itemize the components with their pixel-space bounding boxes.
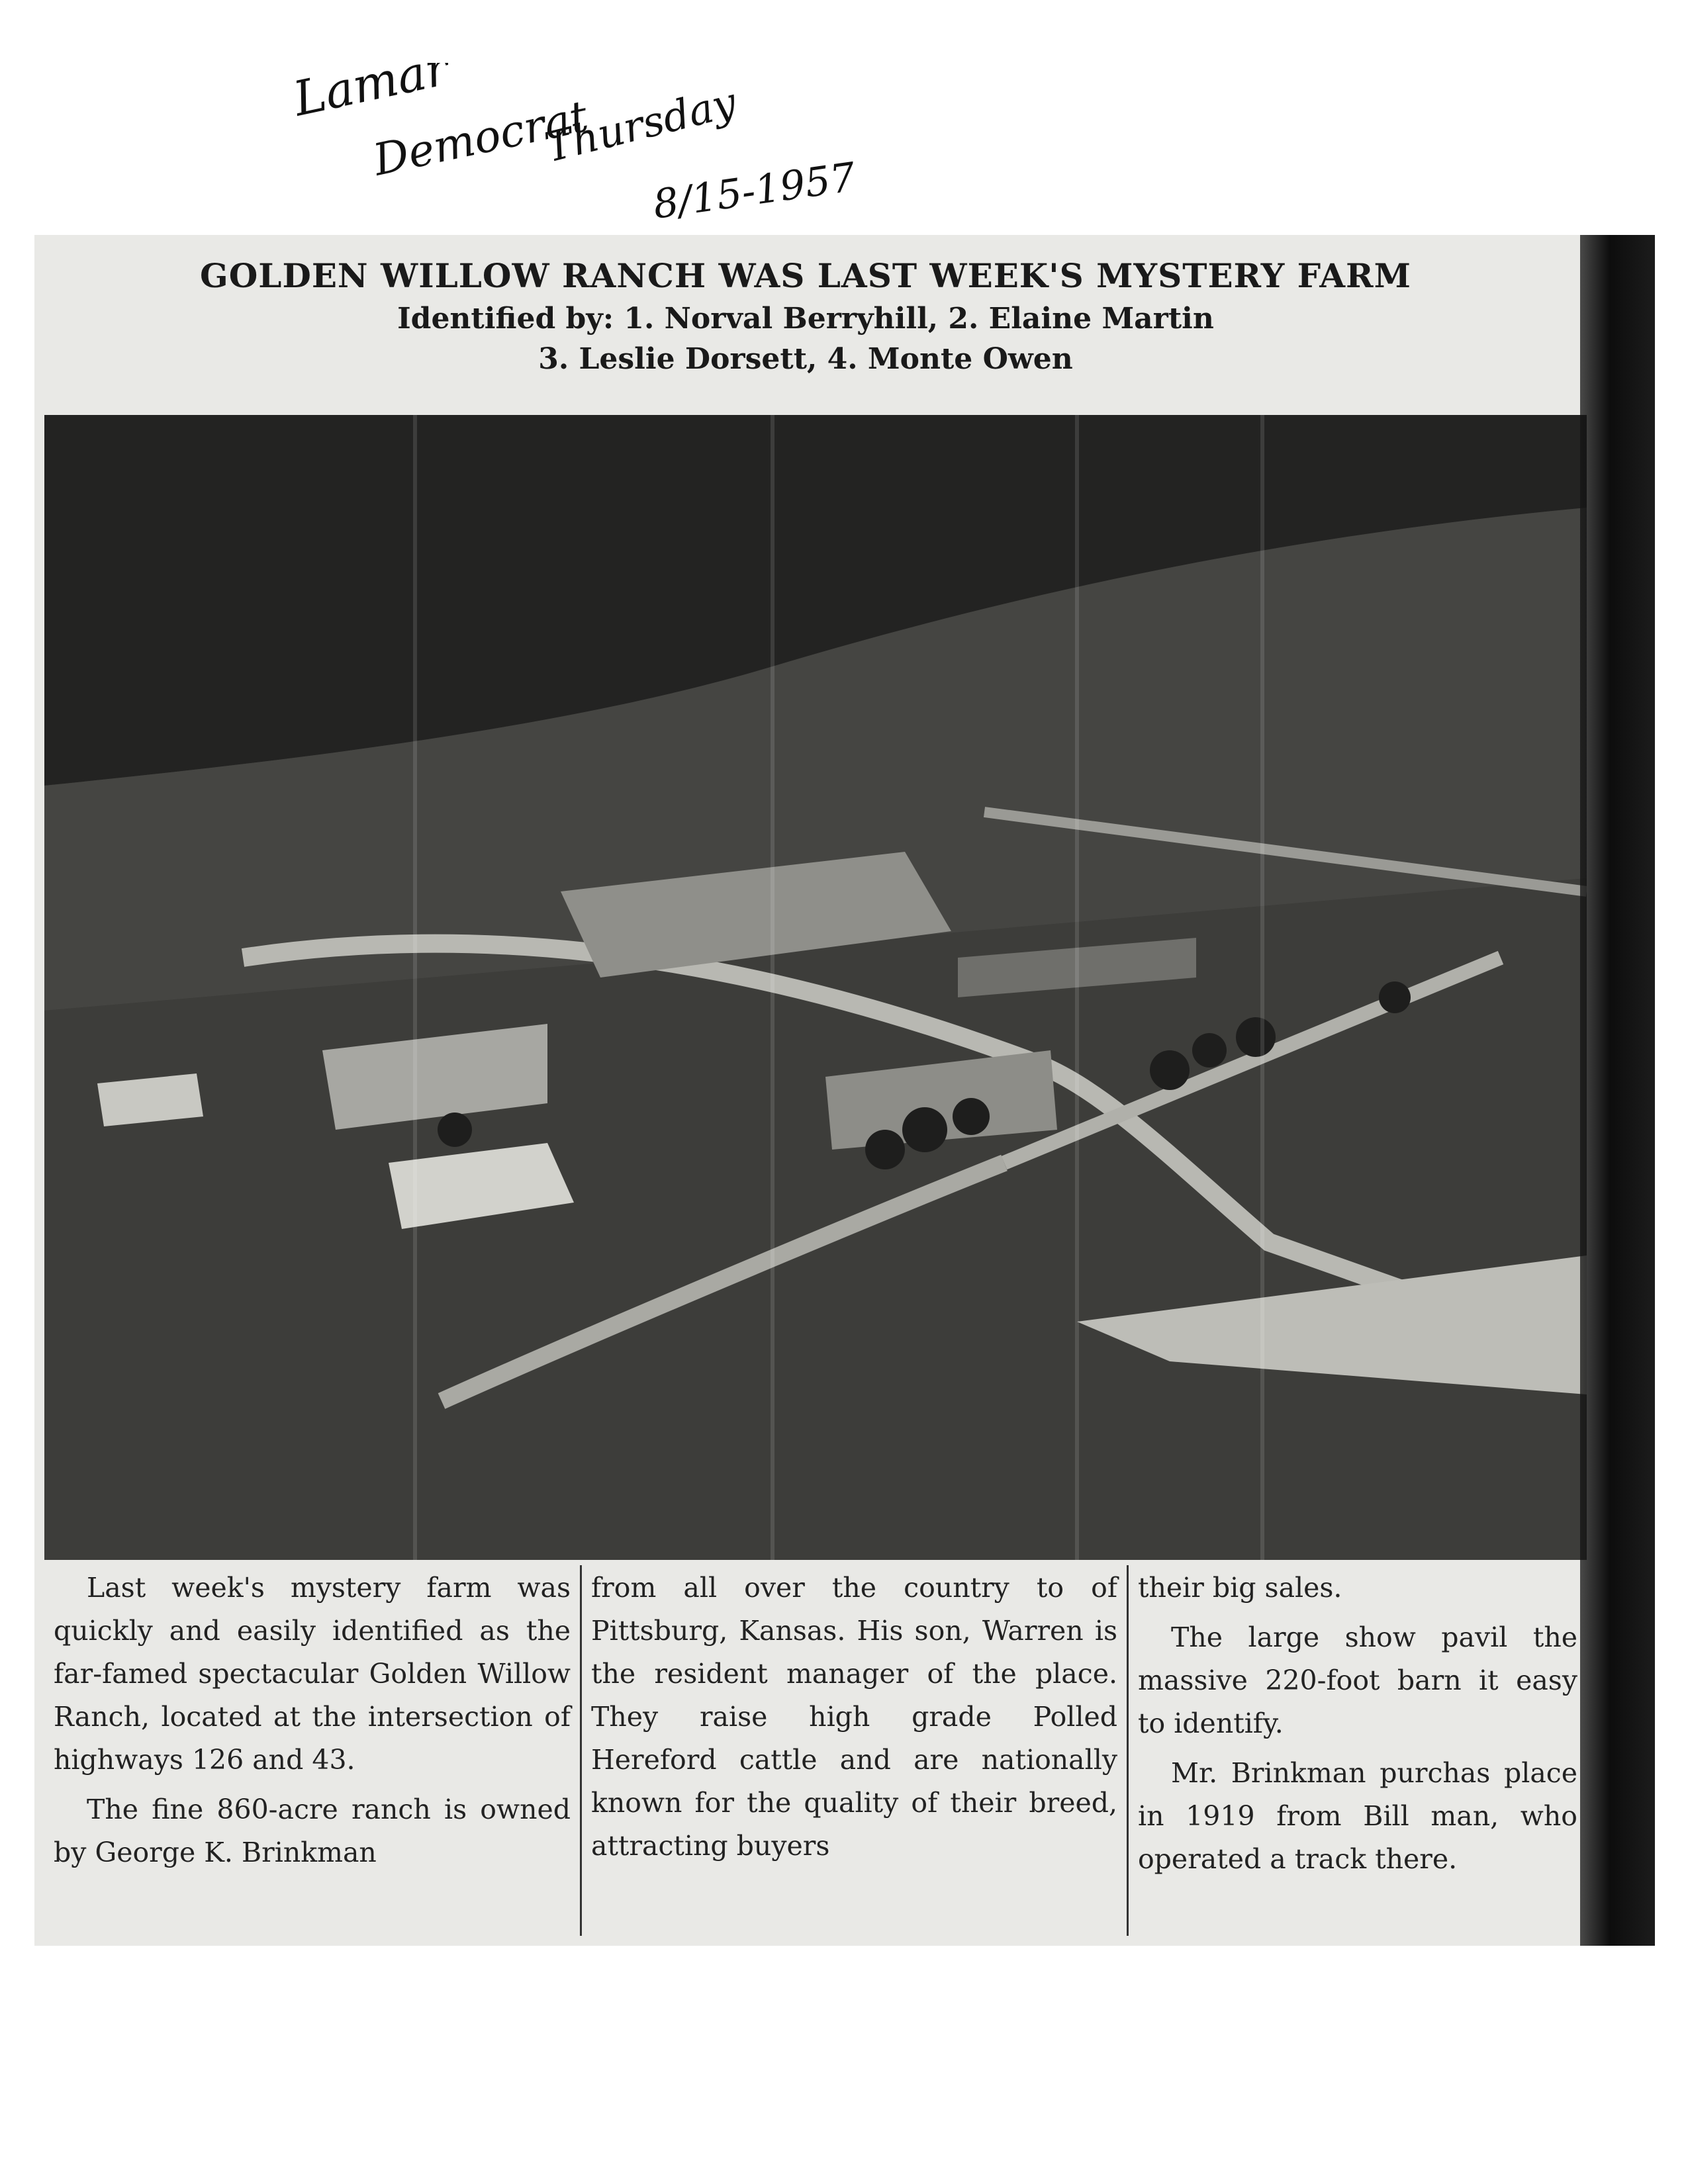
article-column-1 (44, 1565, 582, 1936)
article-column-3 (1129, 1565, 1587, 1936)
column-3-paragraph-2: The large show pavil the massive 220-foot barn it easy to identify. (1138, 1621, 1577, 1739)
newspaper-clipping (34, 235, 1655, 1946)
identified-by-line-1: Identified by: 1. Norval Berryhill, 2. Elaine Martin (397, 302, 1214, 336)
scan-edge-shadow (1580, 235, 1655, 1946)
handwritten-line-1: Lamar (289, 63, 453, 127)
column-2-paragraph-1: from all over the country to of Pittsburg, Kansas. His son, Warren is the resident manager of the place. They raise high grade Polled Hereford cattle and are nationally known for the quality of their breed, attracting buyers (591, 1572, 1117, 1862)
article-column-2 (582, 1565, 1129, 1936)
aerial-farm-photo (44, 415, 1587, 1560)
column-1-paragraph-1: Last week's mystery farm was quickly and easily identified as the far-famed spectacular Golden Willow Ranch, located at the intersection of highways 126 and 43. (54, 1572, 571, 1776)
handwritten-line-4: 8/15-1957 (650, 154, 859, 228)
headline-block (34, 235, 1577, 410)
column-3-paragraph-3: Mr. Brinkman purchas place in 1919 from Bill man, who operated a track there. (1138, 1757, 1577, 1875)
column-1-paragraph-2: The fine 860-acre ranch is owned by George K. Brinkman (54, 1794, 571, 1868)
handwritten-line-3: Thursday (539, 77, 741, 172)
handwritten-annotation (285, 63, 880, 235)
handwritten-line-2: Democrat (369, 90, 592, 186)
article-columns (44, 1565, 1587, 1936)
identified-by-line-2: 3. Leslie Dorsett, 4. Monte Owen (538, 342, 1073, 376)
headline: GOLDEN WILLOW RANCH WAS LAST WEEK'S MYSTERY FARM (200, 256, 1411, 295)
column-3-paragraph-1: their big sales. (1138, 1572, 1342, 1604)
